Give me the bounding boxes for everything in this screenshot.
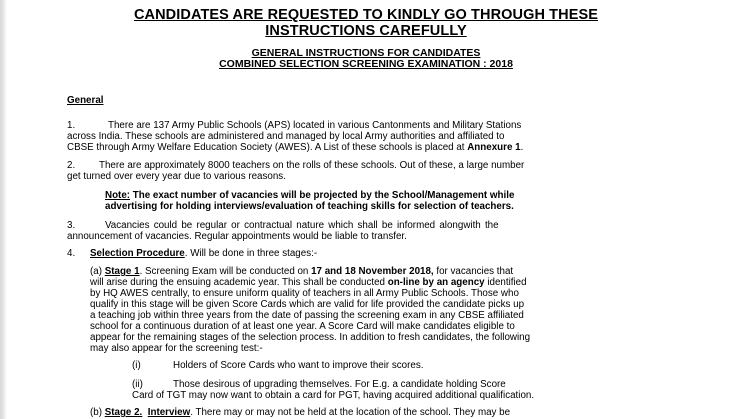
para-2-line-2: get turned over every year due to various reasons. — [67, 171, 286, 182]
item-ii-line-2: Card of TGT may now want to obtain a card for PGT, having acquired additional qualification. — [132, 390, 535, 401]
stage-1-line-7: appear for the remaining stages of the selection process. In addition to fresh candidates, the following — [90, 332, 531, 343]
stage-1-line-3: by HQ AWES centrally, to ensure uniform quality of teachers in all Army Public Schools. Those who — [90, 288, 519, 299]
para-2-line-1: There are approximately 8000 teachers on the rolls of these schools. Out of these, a large number — [99, 160, 525, 171]
stage-1-line-4: qualify in this stage will be given Score Cards which are valid for life provided the candidate picks up — [90, 299, 525, 310]
stage-1-line-8: may also appear for the screening test:- — [90, 343, 263, 354]
stage-1-line-5: a teaching job within three years from the date of passing the screening exam in any CBSE affiliated — [90, 310, 524, 321]
para-1-line-3: CBSE through Army Welfare Education Society (AWES). A List of these schools is placed at Annexure 1. — [67, 142, 524, 153]
page-title-line-2: INSTRUCTIONS CAREFULLY — [265, 23, 467, 39]
stage-1-line-6: school for a continuous duration of at least one year. A Score Card will make candidates eligible to — [90, 321, 515, 332]
para-1-line-1: There are 137 Army Public Schools (APS) located in various Cantonments and Military Stations — [108, 120, 522, 131]
item-i-number: (i) — [132, 360, 141, 371]
item-ii-line-1: Those desirous of upgrading themselves. For E.g. a candidate holding Score — [173, 379, 506, 390]
subtitle-line-1: GENERAL INSTRUCTIONS FOR CANDIDATES — [251, 47, 481, 59]
note-line-1: Note: The exact number of vacancies will be projected by the School/Management while — [105, 190, 515, 201]
stage-2-line-1: (b) Stage 2. Interview. There may or may not be held at the location of the school. They may be — [90, 407, 511, 418]
para-3-line-1: Vacancies could be regular or contractual nature which shall be informed alongwith the — [105, 220, 499, 231]
para-2-number: 2. — [67, 160, 76, 171]
page-title-line-1: CANDIDATES ARE REQUESTED TO KINDLY GO THROUGH THESE — [133, 7, 599, 23]
para-4-number: 4. — [67, 248, 76, 259]
item-ii-number: (ii) — [132, 379, 143, 390]
item-i-text: Holders of Score Cards who want to improve their scores. — [173, 360, 424, 371]
para-1-number: 1. — [67, 120, 76, 131]
subtitle-line-2: COMBINED SELECTION SCREENING EXAMINATION : 2018 — [219, 58, 513, 70]
para-3-line-2: announcement of vacancies. Regular appointments would be liable to transfer. — [67, 231, 407, 242]
para-1-line-2: across India. These schools are administered and managed by local Army authorities and affiliated to — [67, 131, 505, 142]
para-4-heading-line: Selection Procedure. Will be done in three stages:- — [90, 248, 318, 259]
stage-1-line-1: (a) Stage 1. Screening Exam will be conducted on 17 and 18 November 2018, for vacancies that — [90, 266, 514, 277]
note-line-2: advertising for holding interviews/evaluation of teaching skills for selection of teachers. — [105, 201, 514, 212]
para-3-number: 3. — [67, 220, 76, 231]
general-heading: General — [67, 95, 104, 106]
stage-1-line-2: will arise during the ensuing academic year. This shall be conducted on-line by an agency identified — [90, 277, 527, 288]
